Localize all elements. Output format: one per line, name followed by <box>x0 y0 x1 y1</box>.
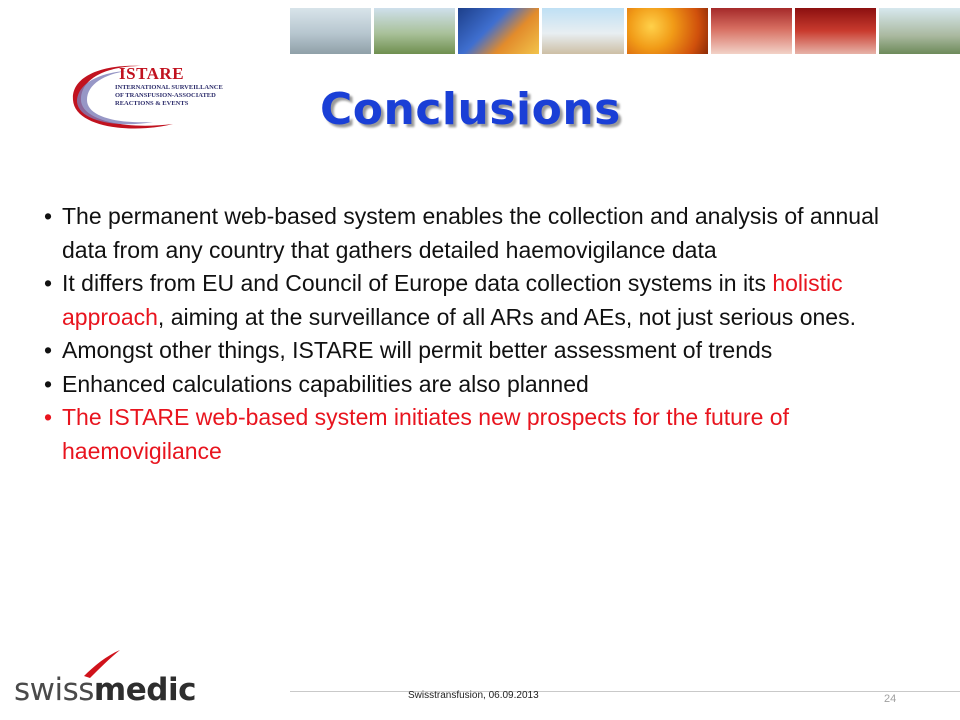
header-photo <box>542 8 623 54</box>
swissmedic-wordmark-light: swiss <box>14 672 94 708</box>
bullet-text: It differs from EU and Council of Europe data collection systems in its <box>62 270 773 296</box>
bullet-dot: • <box>44 370 53 397</box>
bullet-highlight-text: holistic approach <box>62 270 843 330</box>
bullet-item <box>44 267 904 334</box>
bullet-dot: • <box>44 404 53 430</box>
header-photo <box>458 8 539 54</box>
bullet-dot: • <box>44 270 53 296</box>
bullet-list <box>44 200 904 468</box>
footer-divider <box>290 691 960 692</box>
header-photo <box>711 8 792 54</box>
istare-logo-subtitle: INTERNATIONAL SURVEILLANCE OF TRANSFUSION-ASSOCIATED REACTIONS & EVENTS <box>115 84 223 107</box>
bullet-text: The ISTARE web-based system initiates new prospects for the future of haemovigilance <box>62 404 789 464</box>
swissmedic-wordmark <box>14 672 196 708</box>
bullet-text: Amongst other things, ISTARE will permit better assessment of trends <box>62 337 773 363</box>
header-photo <box>290 8 371 54</box>
page-number: 24 <box>884 693 897 705</box>
bullet-text: , aiming at the surveillance of all ARs and AEs, not just serious ones. <box>157 303 856 330</box>
swissmedic-logo <box>14 660 214 710</box>
istare-logo-name: ISTARE <box>119 64 185 83</box>
bullet-dot: • <box>44 203 53 229</box>
bullet-item <box>44 401 904 468</box>
bullet-item <box>44 368 904 402</box>
swissmedic-wordmark-bold: medic <box>93 672 196 708</box>
header-photo <box>374 8 455 54</box>
istare-logo <box>63 58 231 136</box>
bullet-dot: • <box>44 337 53 363</box>
header-photo <box>627 8 708 54</box>
footer-event: Swisstransfusion, 06.09.2013 <box>408 690 539 701</box>
bullet-item <box>44 200 904 267</box>
header-photo-strip <box>290 8 960 54</box>
bullet-text: The permanent web-based system enables the collection and analysis of annual data from any country that gathers detailed haemovigilance data <box>62 203 879 263</box>
header-photo <box>879 8 960 54</box>
bullet-text: Enhanced calculations capabilities are also planned <box>62 370 589 397</box>
bullet-item <box>44 334 904 368</box>
header-photo <box>795 8 876 54</box>
slide-title: Conclusions <box>320 84 621 135</box>
